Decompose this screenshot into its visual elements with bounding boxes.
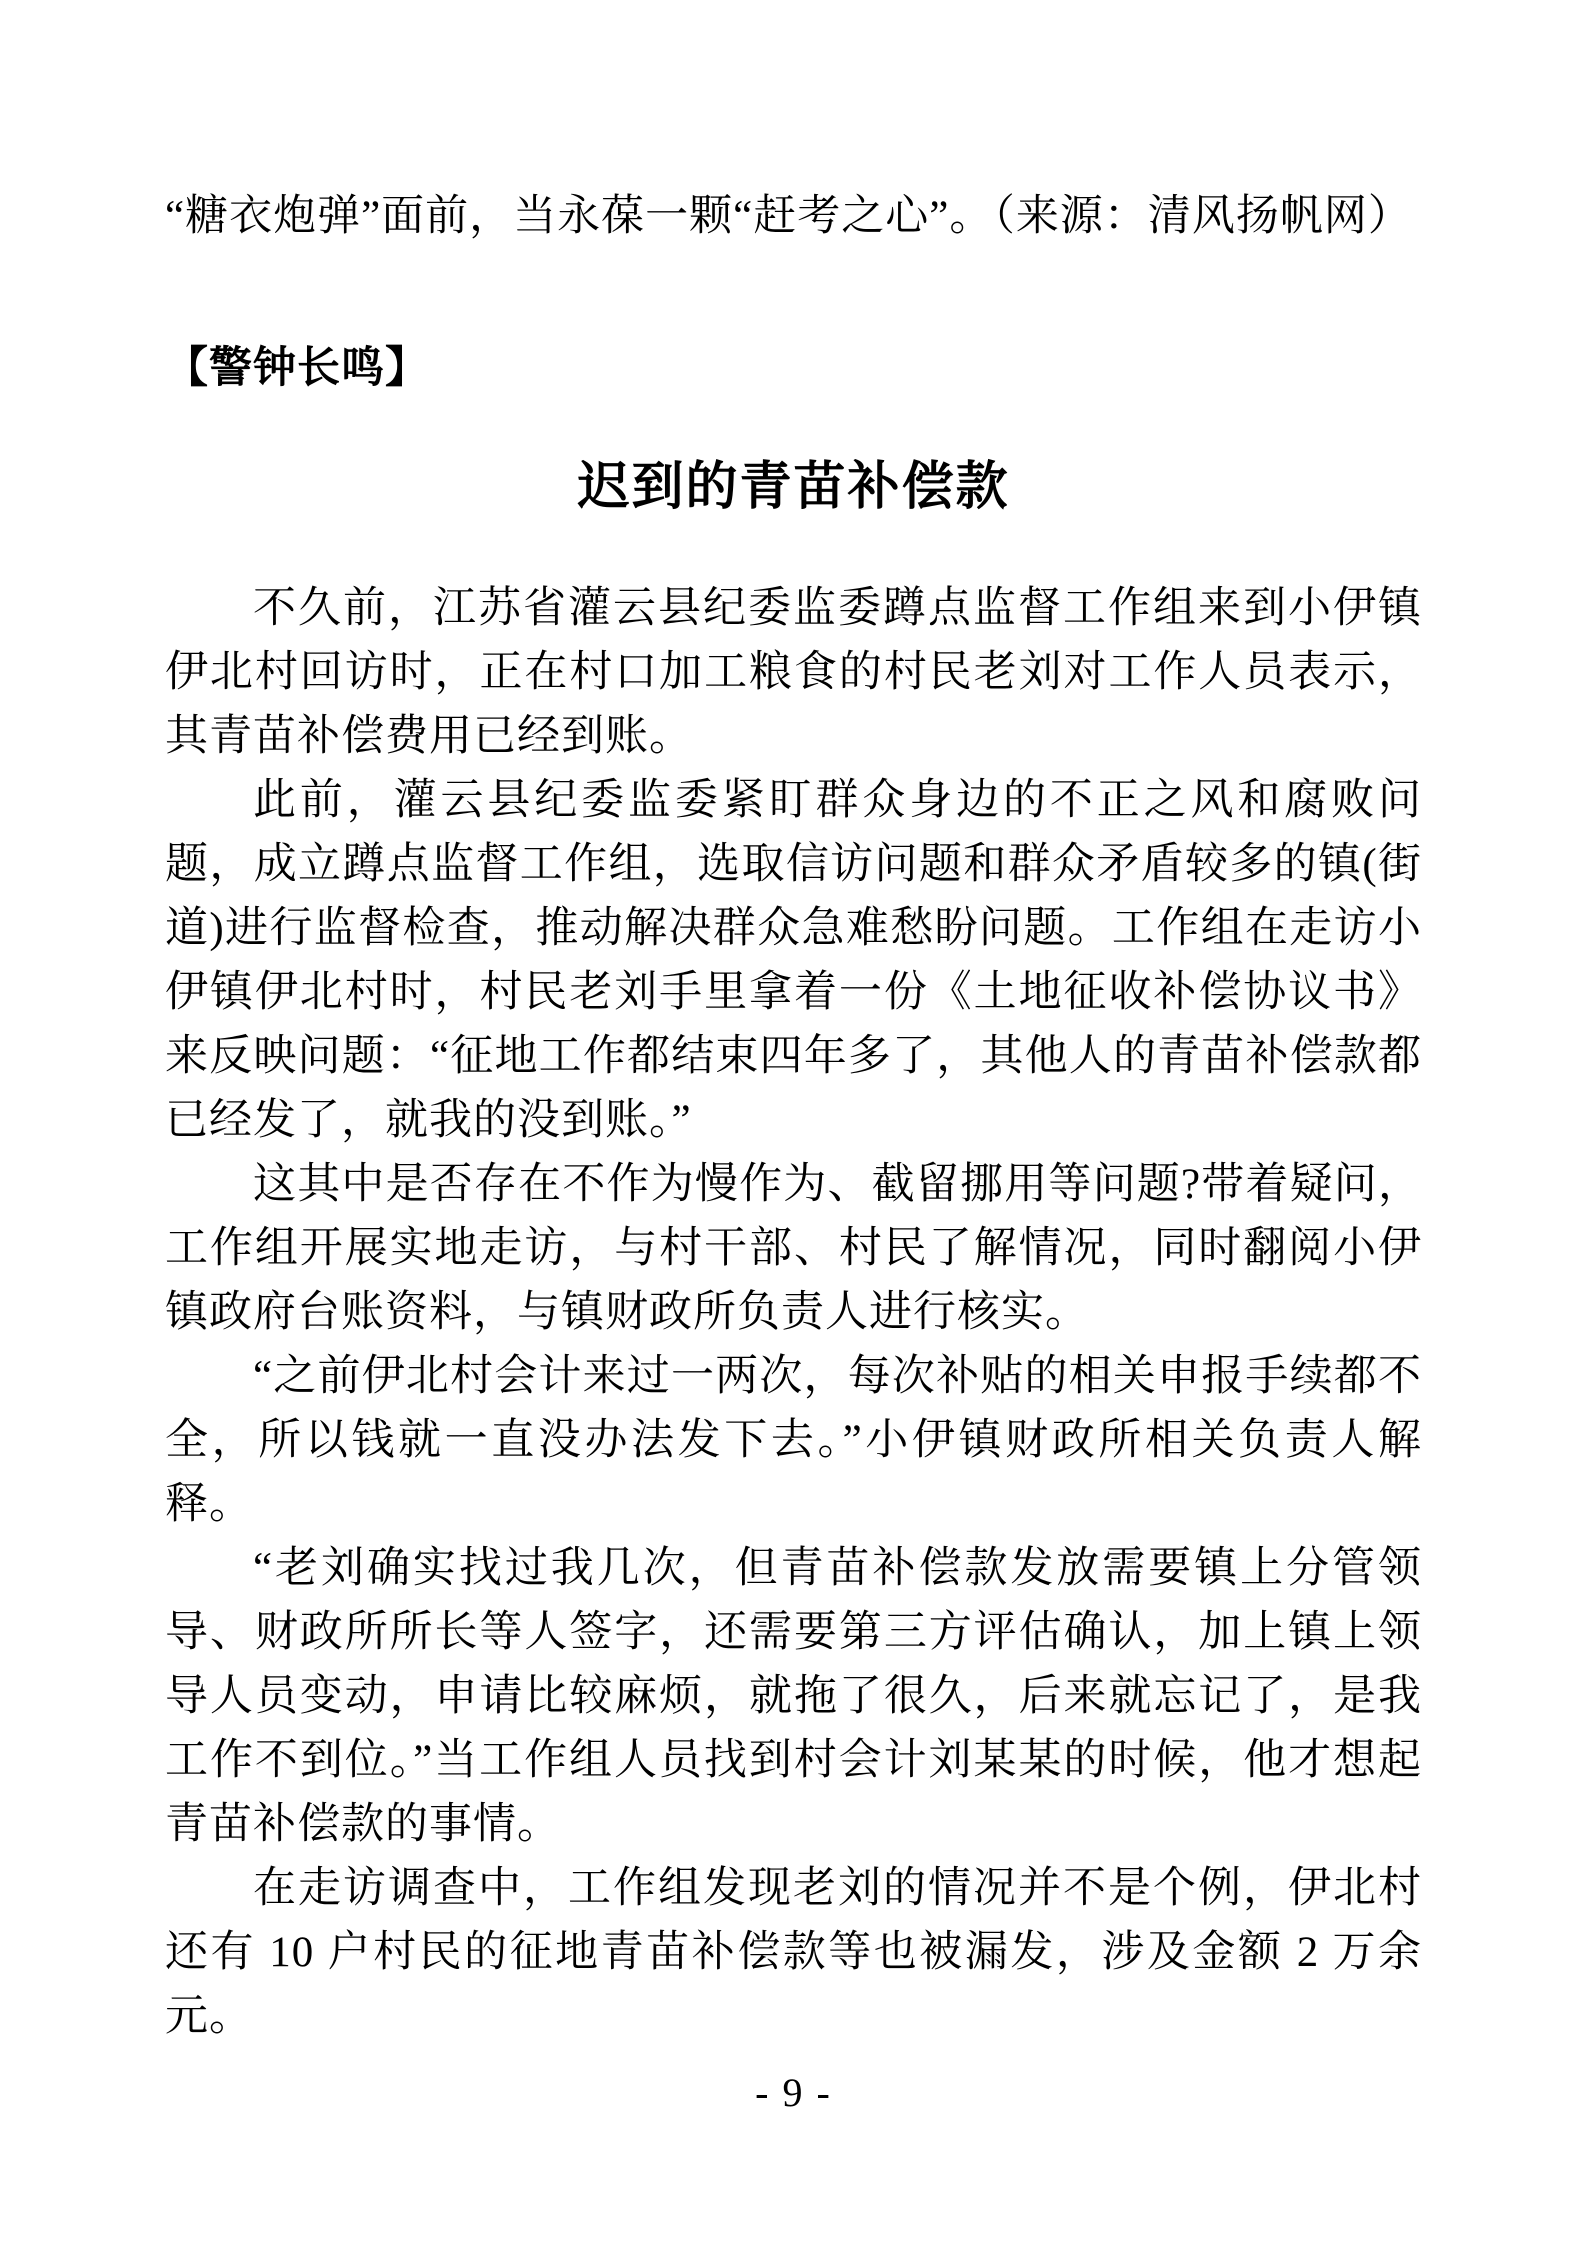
section-header: 【警钟长鸣】 [165, 345, 429, 392]
body-paragraph: “之前伊北村会计来过一两次，每次补贴的相关申报手续都不全，所以钱就一直没办法发下去。”小伊镇财政所相关负责人解释。 [165, 1353, 1422, 1528]
body-paragraph: “老刘确实找过我几次，但青苗补偿款发放需要镇上分管领导、财政所所长等人签字，还需要第三方评估确认，加上镇上领导人员变动，申请比较麻烦，就拖了很久，后来就忘记了，是我工作不到位。”当工作组人员找到村会计刘某某的时候，他才想起青苗补偿款的事情。 [165, 1545, 1422, 1848]
body-paragraph: 不久前，江苏省灌云县纪委监委蹲点监督工作组来到小伊镇伊北村回访时，正在村口加工粮食的村民老刘对工作人员表示，其青苗补偿费用已经到账。 [165, 585, 1422, 760]
page-number: - 9 - [755, 2070, 832, 2115]
article-body [165, 577, 1422, 2049]
body-paragraph: 此前，灌云县纪委监委紧盯群众身边的不正之风和腐败问题，成立蹲点监督工作组，选取信访问题和群众矛盾较多的镇(街道)进行监督检查，推动解决群众急难愁盼问题。工作组在走访小伊镇伊北村时，村民老刘手里拿着一份《土地征收补偿协议书》来反映问题：“征地工作都结束四年多了，其他人的青苗补偿款都已经发了，就我的没到账。” [165, 777, 1422, 1144]
intro-continuation-paragraph: “糖衣炮弹”面前，当永葆一颗“赶考之心”。（来源：清风扬帆网） [165, 193, 1412, 240]
body-paragraph: 这其中是否存在不作为慢作为、截留挪用等问题?带着疑问，工作组开展实地走访，与村干部、村民了解情况，同时翻阅小伊镇政府台账资料，与镇财政所负责人进行核实。 [165, 1161, 1422, 1336]
article-title: 迟到的青苗补偿款 [577, 459, 1010, 516]
body-paragraph: 在走访调查中，工作组发现老刘的情况并不是个例，伊北村还有 10 户村民的征地青苗补偿款等也被漏发，涉及金额 2 万余元。 [165, 1865, 1422, 2040]
